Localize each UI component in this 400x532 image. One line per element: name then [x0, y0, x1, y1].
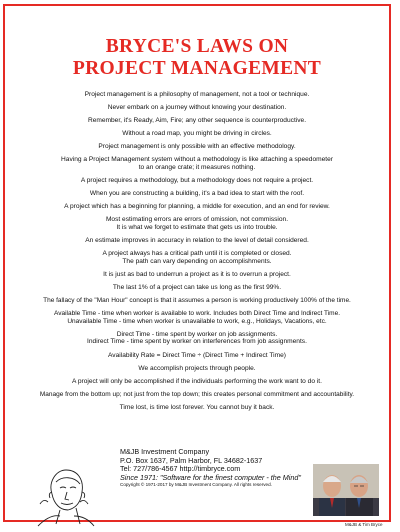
law-item: We accomplish projects through people.: [138, 364, 256, 372]
law-item: A project always has a critical path until it is completed or closed. The path can vary depending on accomplishments.: [102, 250, 292, 265]
law-item: Manage from the bottom up; not just from the top down; this creates personal commitment and accountability.: [39, 390, 355, 398]
law-item: A project will only be accomplished if the individuals performing the work want to do it.: [72, 377, 322, 385]
title-line-2: PROJECT MANAGEMENT: [72, 58, 322, 79]
law-item: Time lost, is time lost forever. You cannot buy it back.: [119, 403, 275, 411]
law-item: The last 1% of a project can take us long as the first 99%.: [112, 284, 282, 291]
law-item: Remember, it's Ready, Aim, Fire; any other sequence is counterproductive.: [87, 117, 307, 125]
man-sketch-illustration: [30, 464, 98, 528]
law-item: Direct Time - time spent by worker on job assignments. Indirect Time - time spent by worker on interferences from job assignments.: [87, 330, 307, 346]
poster: [3, 4, 391, 527]
law-item: An estimate improves in accuracy in relation to the level of detail considered.: [85, 237, 309, 245]
photo-caption: M&JB & Tim Bryce: [345, 522, 383, 527]
law-item: Most estimating errors are errors of omission, not commission. It is what we forget to estimate that gets us into trouble.: [105, 216, 289, 232]
law-item: Project management is a philosophy of management, not a tool or technique.: [84, 91, 310, 98]
company-address: P.O. Box 1637, Palm Harbor, FL 34682-1637: [120, 455, 263, 465]
law-item: It is just as bad to underrun a project as it is to overrun a project.: [103, 270, 291, 278]
law-item: Availability Rate = Direct Time ÷ (Direct Time + Indirect Time): [108, 351, 286, 359]
law-item: Project management is only possible with an effective methodology.: [98, 143, 296, 151]
laws-list: [11, 91, 383, 417]
company-name: M&JB Investment Company: [120, 447, 210, 456]
law-item: When you are constructing a building, it's a bad idea to start with the roof.: [89, 190, 305, 198]
footer: [5, 442, 389, 527]
law-item: The fallacy of the "Man Hour" concept is that it assumes a person is working productively 100% of the time.: [43, 297, 351, 305]
law-item: Having a Project Management system without a methodology is like attaching a speedometer to an orange crate; it measures nothing.: [61, 156, 333, 172]
law-item: A project requires a methodology, but a methodology does not require a project.: [80, 177, 314, 185]
title-line-1: BRYCE'S LAWS ON: [105, 36, 289, 57]
company-tagline: Since 1971: "Software for the finest computer - the Mind": [120, 472, 301, 482]
law-item: Available Time - time when worker is available to work. Includes both Direct Time and Indirect Time. Unavailable Time - time when worker is unavailable to work, e.g., Holidays, Vacations, etc.: [54, 310, 340, 325]
company-phone: Tel: 727/786-4567 http://timbryce.com: [120, 464, 241, 474]
law-item: Without a road map, you might be driving in circles.: [122, 130, 272, 138]
law-item: Never embark on a journey without knowing your destination.: [107, 104, 287, 112]
company-copyright: Copyright © 1971-2017 by M&JB Investment Company. All rights reserved.: [120, 482, 272, 488]
company-info: [120, 448, 305, 488]
poster-title: [5, 36, 389, 80]
founders-photo: [313, 464, 379, 516]
law-item: A project which has a beginning for planning, a middle for execution, and an end for review.: [64, 203, 330, 211]
